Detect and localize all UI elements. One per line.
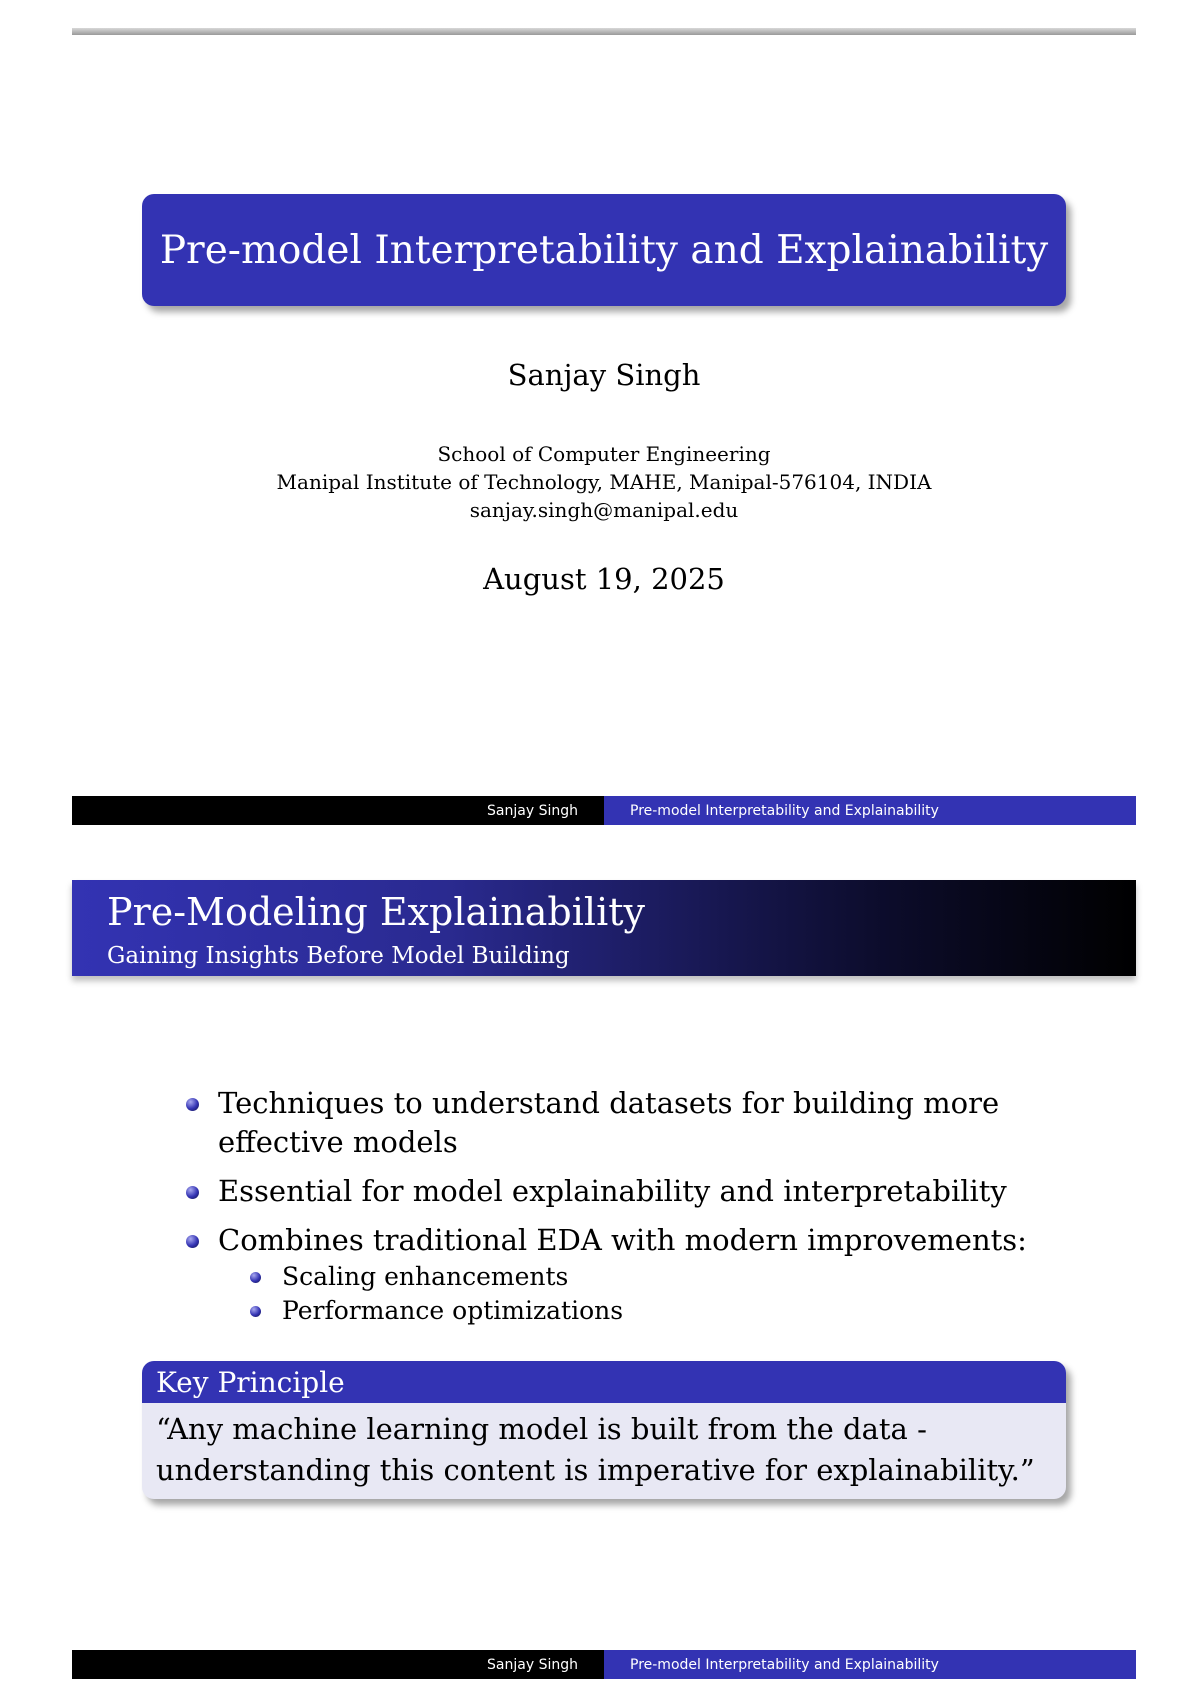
presentation-title: Pre-model Interpretability and Explainability bbox=[159, 227, 1049, 273]
bullet-ball-icon bbox=[186, 1098, 199, 1111]
bullet-ball-icon bbox=[186, 1235, 199, 1248]
list-item bbox=[186, 1172, 1046, 1211]
sub-bullet-ball-icon bbox=[250, 1306, 261, 1317]
sub-list-item bbox=[250, 1260, 1046, 1294]
author-name: Sanjay Singh bbox=[507, 358, 701, 392]
sub-bullet-ball-icon bbox=[250, 1272, 261, 1283]
bullet-text: Combines traditional EDA with modern improvements: bbox=[218, 1223, 1027, 1257]
sub-list-item bbox=[250, 1294, 1046, 1328]
footer-author: Sanjay Singh bbox=[72, 796, 604, 825]
list-item bbox=[186, 1084, 1046, 1162]
footline bbox=[72, 796, 1136, 825]
bullet-ball-icon bbox=[186, 1186, 199, 1199]
content-slide bbox=[72, 876, 1136, 1676]
title-slide bbox=[72, 0, 1136, 819]
footline bbox=[72, 1650, 1136, 1679]
block-body: “Any machine learning model is built from the data - understanding this content is imperative for explainability.” bbox=[156, 1412, 1035, 1487]
sub-bullet-text: Scaling enhancements bbox=[282, 1262, 569, 1291]
frame-header bbox=[72, 880, 1136, 976]
footer-title: Pre-model Interpretability and Explainability bbox=[604, 1650, 1136, 1679]
footer-author: Sanjay Singh bbox=[72, 1650, 604, 1679]
frame-title: Pre-Modeling Explainability bbox=[107, 890, 645, 934]
author-email: sanjay.singh@manipal.edu bbox=[469, 498, 739, 522]
sub-bullet-text: Performance optimizations bbox=[282, 1296, 624, 1325]
presentation-date: August 19, 2025 bbox=[483, 562, 725, 596]
list-item bbox=[186, 1221, 1046, 1260]
frame-subtitle: Gaining Insights Before Model Building bbox=[107, 943, 570, 969]
key-principle-block bbox=[142, 1361, 1066, 1499]
institute-line-2: Manipal Institute of Technology, MAHE, Manipal-576104, INDIA bbox=[276, 470, 932, 494]
block-title: Key Principle bbox=[142, 1361, 1066, 1403]
institute-line-1: School of Computer Engineering bbox=[437, 442, 771, 466]
title-box bbox=[142, 194, 1066, 306]
footer-title: Pre-model Interpretability and Explainability bbox=[604, 796, 1136, 825]
bullet-list bbox=[186, 1084, 1046, 1328]
bullet-text: Techniques to understand datasets for building more effective models bbox=[218, 1086, 1000, 1159]
institute-block bbox=[72, 440, 1136, 524]
bullet-text: Essential for model explainability and interpretability bbox=[218, 1174, 1007, 1208]
